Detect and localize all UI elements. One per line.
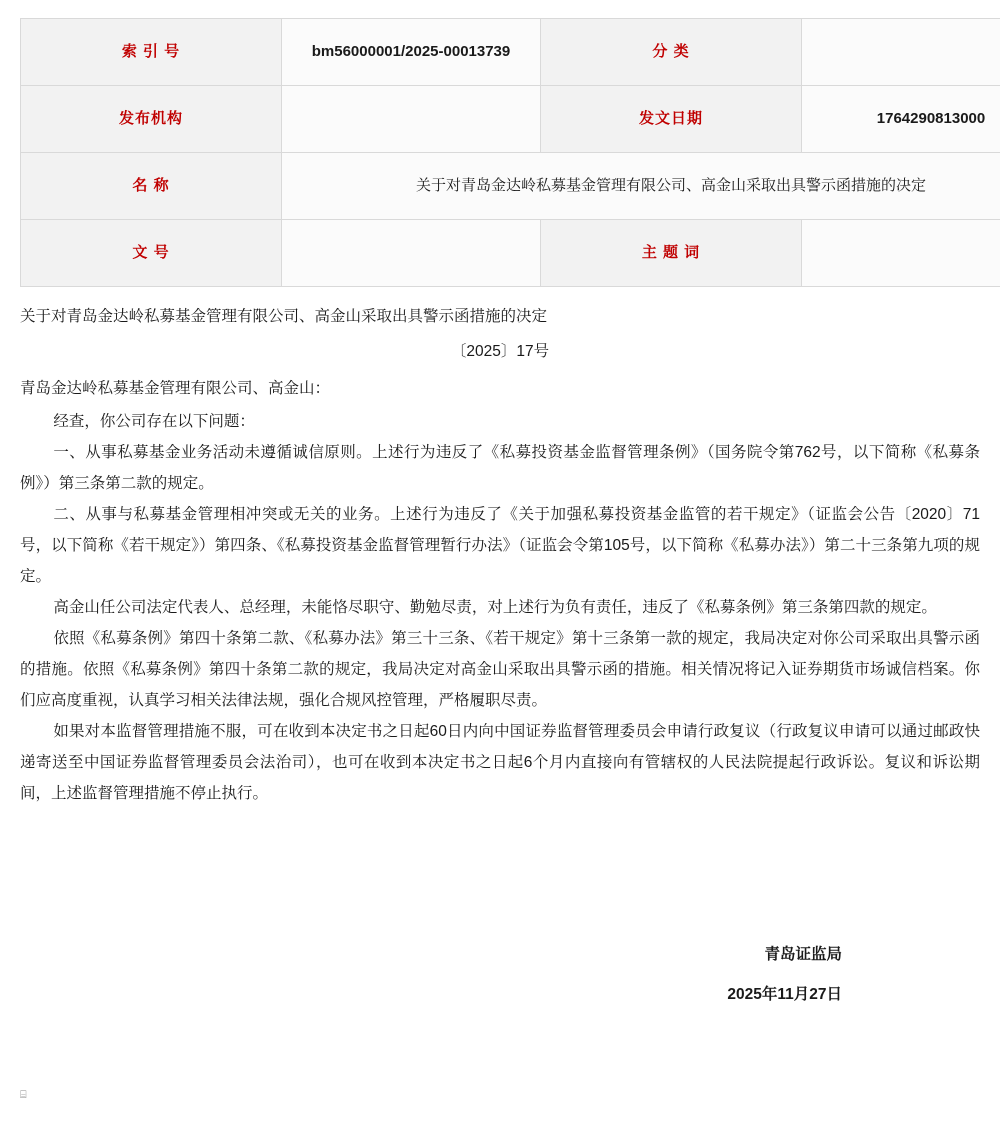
index-number-value: bm56000001/2025-00013739	[282, 19, 541, 86]
document-name-label: 名 称	[21, 153, 282, 220]
metadata-table	[20, 18, 1000, 287]
issue-date-value: 1764290813000	[802, 86, 1000, 153]
issue-date-label: 发文日期	[541, 86, 802, 153]
paragraph-3: 二、从事与私募基金管理相冲突或无关的业务。上述行为违反了《关于加强私募投资基金监管的若干规定》（证监会公告〔2020〕71号，以下简称《若干规定》）第四条、《私募投资基金监督管理暂行办法》（证监会令第105号，以下简称《私募办法》）第二十三条第九项的规定。	[20, 506, 980, 585]
table-row	[21, 86, 1000, 153]
index-number-label: 索 引 号	[21, 19, 282, 86]
signature-date: 2025年11月27日	[727, 986, 842, 1003]
paragraph-6: 如果对本监督管理措施不服，可在收到本决定书之日起60日内向中国证券监督管理委员会申请行政复议（行政复议申请可以通过邮政快递寄送至中国证券监督管理委员会法治司），也可在收到本决定书之日起6个月内直接向有管辖权的人民法院提起行政诉讼。复议和诉讼期间，上述监督管理措施不停止执行。	[20, 723, 980, 802]
issuing-agency-label: 发布机构	[21, 86, 282, 153]
table-row	[21, 220, 1000, 287]
signature-block	[20, 809, 980, 1015]
signature-organization: 青岛证监局	[764, 946, 842, 963]
document-body	[20, 287, 980, 809]
document-addressee: 青岛金达岭私募基金管理有限公司、高金山：	[20, 380, 331, 397]
document-name-value: 关于对青岛金达岭私募基金管理有限公司、高金山采取出具警示函措施的决定	[282, 153, 1000, 220]
table-row	[21, 19, 1000, 86]
paragraph-2: 一、从事私募基金业务活动未遵循诚信原则。上述行为违反了《私募投资基金监督管理条例》（国务院令第762号，以下简称《私募条例》）第三条第二款的规定。	[20, 444, 980, 492]
document-title: 关于对青岛金达岭私募基金管理有限公司、高金山采取出具警示函措施的决定	[20, 308, 548, 325]
document-number-label: 文 号	[21, 220, 282, 287]
table-row	[21, 153, 1000, 220]
paragraph-1: 经查，你公司存在以下问题：	[53, 413, 255, 430]
paragraph-4: 高金山任公司法定代表人、总经理，未能恪尽职守、勤勉尽责，对上述行为负有责任，违反了《私募条例》第三条第四款的规定。	[53, 599, 937, 616]
document-number-value	[282, 220, 541, 287]
page-footer-marker: ⌸	[20, 1089, 27, 1101]
classification-value	[802, 19, 1000, 86]
document-number: 〔2025〕17号	[450, 343, 550, 360]
paragraph-5: 依照《私募条例》第四十条第二款、《私募办法》第三十三条、《若干规定》第十三条第一款的规定，我局决定对你公司采取出具警示函的措施。依照《私募条例》第四十条第二款的规定，我局决定对高金山采取出具警示函的措施。相关情况将记入证券期货市场诚信档案。你们应高度重视，认真学习相关法律法规，强化合规风控管理，严格履职尽责。	[20, 630, 980, 709]
subject-keywords-value	[802, 220, 1000, 287]
subject-keywords-label: 主 题 词	[541, 220, 802, 287]
issuing-agency-value	[282, 86, 541, 153]
classification-label: 分 类	[541, 19, 802, 86]
